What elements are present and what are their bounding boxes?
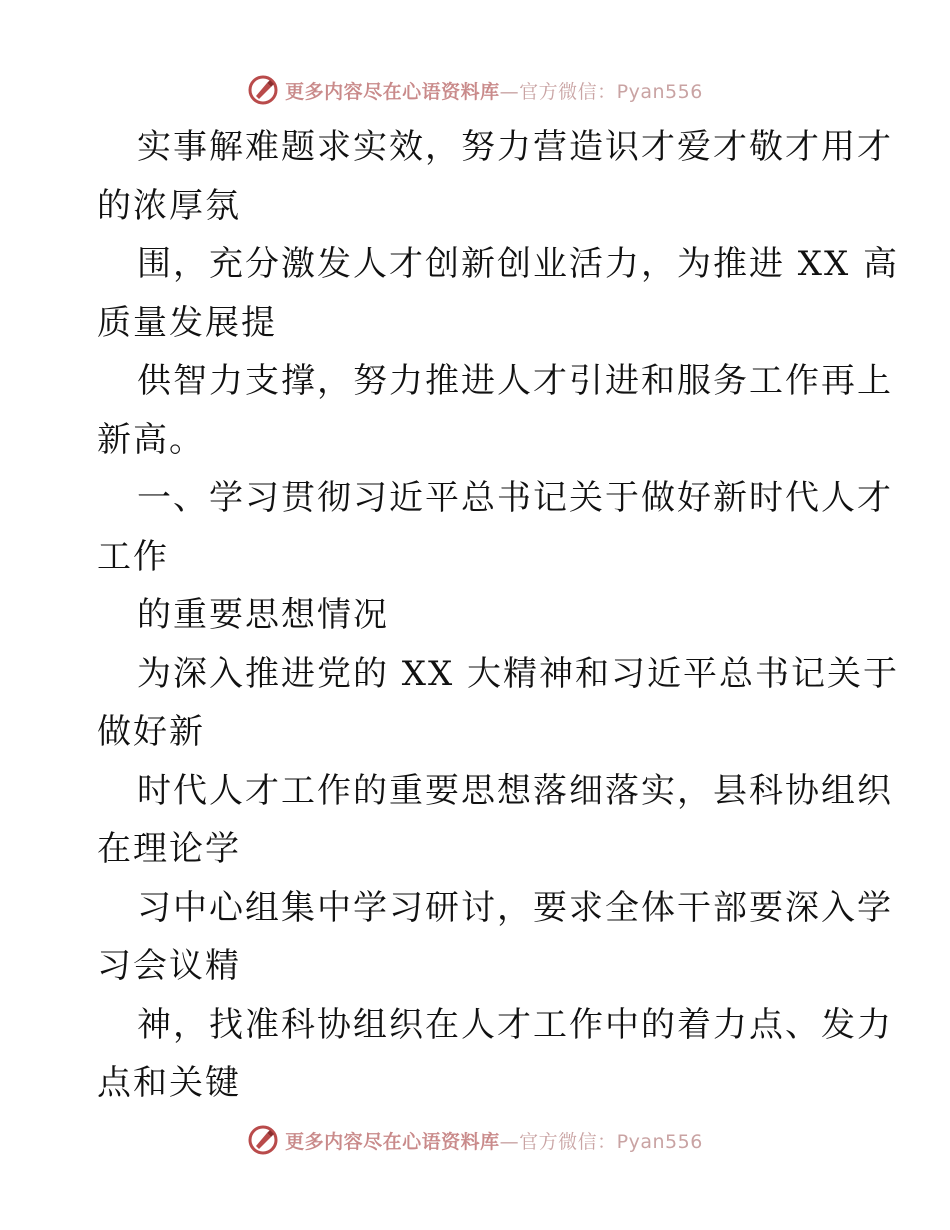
text-line: 质量发展提 (97, 302, 277, 343)
footer-watermark (0, 1120, 950, 1160)
watermark-contact: 官方微信：Pyan556 (519, 1130, 703, 1153)
header-watermark (0, 70, 950, 110)
text-line: 时代人才工作的重要思想落细落实，县科协组织 (137, 770, 893, 811)
watermark-contact: 官方微信：Pyan556 (519, 80, 703, 103)
watermark-separator: — (499, 1130, 520, 1153)
text-line: 点和关键 (97, 1063, 241, 1103)
text-line: 供智力支撑，努力推进人才引进和服务工作再上 (137, 361, 893, 401)
text-line: 做好新 (97, 712, 205, 752)
pen-logo-icon (247, 1124, 279, 1156)
section-heading-continued: 工作 (97, 536, 169, 577)
text-line: 实事解难题求实效，努力营造识才爱才敬才用才 (137, 127, 893, 167)
watermark-text (285, 77, 703, 104)
watermark-brand: 更多内容尽在心语资料库 (285, 80, 500, 103)
text-line: 神，找准科协组织在人才工作中的着力点、发力 (137, 1004, 893, 1045)
text-line: 习会议精 (97, 946, 241, 986)
document-body (97, 118, 900, 1113)
section-heading-continued: 的重要思想情况 (137, 595, 389, 635)
watermark-separator: — (499, 80, 520, 103)
text-line: 围，充分激发人才创新创业活力，为推进 XX 高 (137, 244, 900, 284)
text-line: 在理论学 (97, 829, 241, 869)
text-line: 的浓厚氛 (97, 185, 241, 226)
text-line: 为深入推进党的 XX 大精神和习近平总书记关于 (137, 653, 900, 694)
watermark-text (285, 1127, 703, 1154)
pen-logo-icon (247, 74, 279, 106)
text-line: 习中心组集中学习研讨，要求全体干部要深入学 (137, 887, 893, 928)
section-heading: 一、学习贯彻习近平总书记关于做好新时代人才 (137, 478, 893, 518)
text-line: 新高。 (97, 419, 205, 460)
watermark-brand: 更多内容尽在心语资料库 (285, 1130, 500, 1153)
